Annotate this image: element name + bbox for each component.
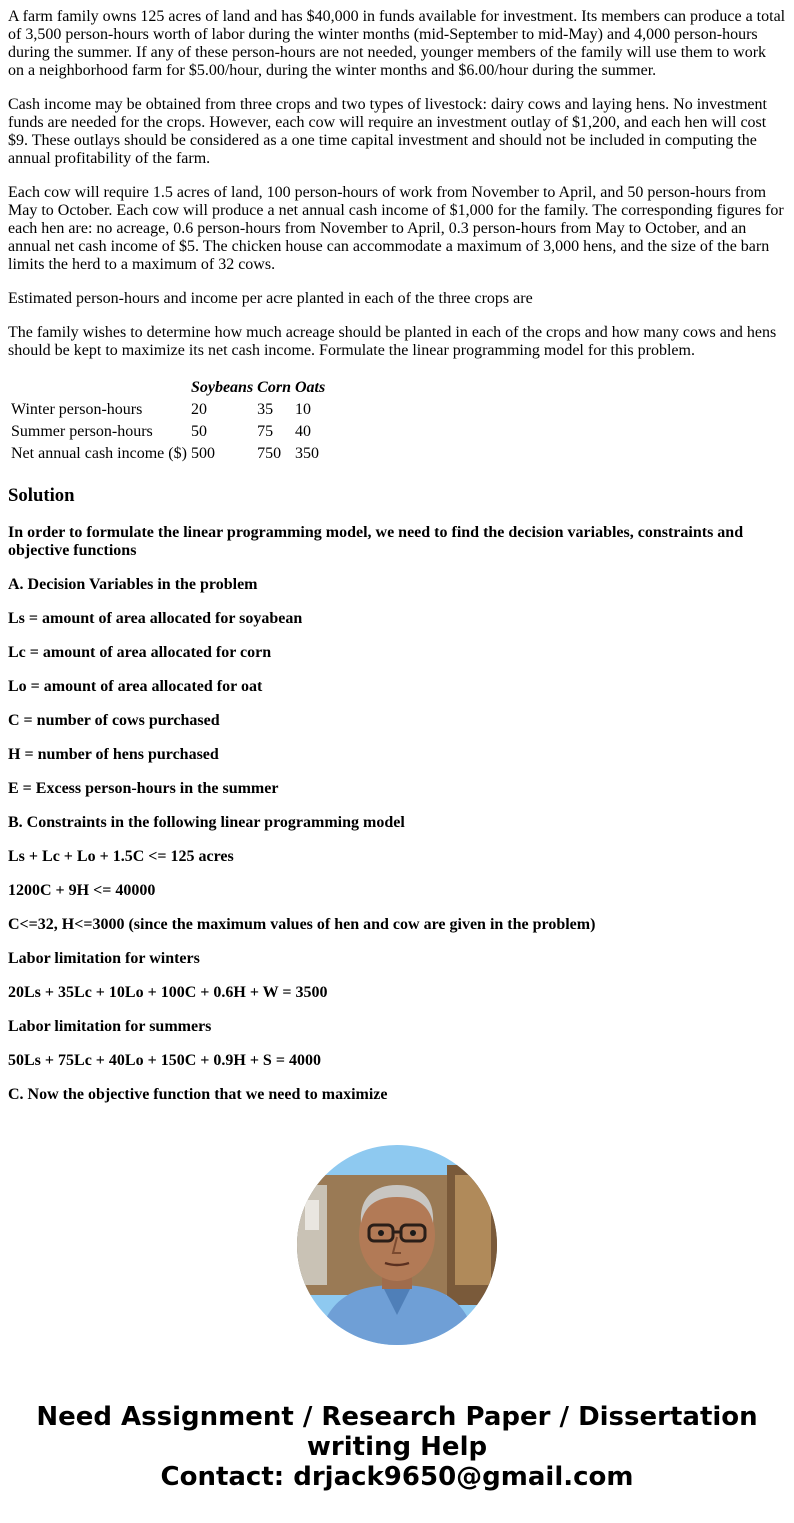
table-cell: 20 (190, 401, 207, 418)
table-cell: 750 (257, 445, 282, 462)
variable-definition: Lc = amount of area allocated for corn (8, 644, 272, 661)
cta-contact-email: Contact: drjack9650@gmail.com (160, 1462, 634, 1492)
avatar-portrait-image (297, 1145, 497, 1345)
table-cell: Net annual cash income ($) (11, 445, 187, 462)
avatar-container (0, 1145, 794, 1345)
problem-paragraph-5: The family wishes to determine how much acreage should be planted in each of the crops and how many cows and hens should be kept to maximize its net cash income. Formulate the linear programming model for this problem. (8, 324, 777, 359)
variable-definition: H = number of hens purchased (8, 746, 219, 763)
section-heading-decision-variables: A. Decision Variables in the problem (8, 576, 258, 593)
solution-intro: In order to formulate the linear programming model, we need to find the decision variables, constraints and objective functions (8, 524, 744, 559)
avatar (297, 1145, 497, 1345)
constraint-equation: 20Ls + 35Lc + 10Lo + 100C + 0.6H + W = 3500 (8, 984, 328, 1001)
table-row (10, 422, 326, 442)
table-cell: 75 (257, 423, 274, 440)
table-cell: 35 (257, 401, 274, 418)
table-header-cell: Oats (294, 379, 326, 396)
table-header-cell: Corn (257, 379, 291, 396)
cta-line-2: writing Help (306, 1432, 488, 1462)
section-heading-objective: C. Now the objective function that we need to maximize (8, 1086, 388, 1103)
table-cell: 350 (294, 445, 319, 462)
variable-definition: Ls = amount of area allocated for soyabean (8, 610, 303, 627)
table-header-cell: Soybeans (190, 379, 254, 396)
solution-body (8, 524, 786, 1104)
table-cell: 500 (190, 445, 215, 462)
table-cell: 50 (190, 423, 207, 440)
problem-statement (8, 8, 786, 360)
constraint-equation: 1200C + 9H <= 40000 (8, 882, 156, 899)
contact-banner (0, 1402, 794, 1492)
table-cell: Winter person-hours (11, 401, 143, 418)
variable-definition: E = Excess person-hours in the summer (8, 780, 279, 797)
variable-definition: Lo = amount of area allocated for oat (8, 678, 263, 695)
problem-paragraph-4: Estimated person-hours and income per acre planted in each of the three crops are (8, 290, 533, 307)
constraint-equation: Ls + Lc + Lo + 1.5C <= 125 acres (8, 848, 234, 865)
constraint-equation: C<=32, H<=3000 (since the maximum values of hen and cow are given in the problem) (8, 916, 596, 933)
variable-definition: C = number of cows purchased (8, 712, 220, 729)
table-cell: 40 (294, 423, 311, 440)
constraint-equation: 50Ls + 75Lc + 40Lo + 150C + 0.9H + S = 4000 (8, 1052, 321, 1069)
constraint-label: Labor limitation for winters (8, 950, 200, 967)
solution-heading: Solution (8, 485, 75, 506)
table-row (10, 444, 326, 464)
problem-paragraph-1: A farm family owns 125 acres of land and has $40,000 in funds available for investment. Its members can produce a total of 3,500 person-hours worth of labor during the winter months (mid-September to mid-May) and 4,000 person-hours during the summer. If any of these person-hours are not needed, younger members of the family will use them to work on a neighborhood farm for $5.00/hour, during the winter months and $6.00/hour during the summer. (8, 8, 786, 79)
table-cell: Summer person-hours (11, 423, 153, 440)
table-header-cell (10, 378, 188, 398)
section-heading-constraints: B. Constraints in the following linear programming model (8, 814, 405, 831)
problem-paragraph-2: Cash income may be obtained from three crops and two types of livestock: dairy cows and laying hens. No investment funds are needed for the crops. However, each cow will require an investment outlay of $1,200, and each hen will cost $9. These outlays should be considered as a one time capital investment and should not be included in computing the annual profitability of the farm. (8, 96, 767, 167)
constraint-label: Labor limitation for summers (8, 1018, 212, 1035)
table-row (10, 400, 326, 420)
crop-data-table (8, 376, 328, 466)
problem-paragraph-3: Each cow will require 1.5 acres of land, 100 person-hours of work from November to April, and 50 person-hours from May to October. Each cow will produce a net annual cash income of $1,000 for the family. The corresponding figures for each hen are: no acreage, 0.6 person-hours from November to April, 0.3 person-hours from May to October, and an annual net cash income of $5. The chicken house can accommodate a maximum of 3,000 hens, and the size of the barn limits the herd to a maximum of 32 cows. (8, 184, 784, 273)
table-header-row (10, 378, 326, 398)
table-cell: 10 (294, 401, 311, 418)
cta-line-1: Need Assignment / Research Paper / Dissertation (36, 1402, 758, 1432)
